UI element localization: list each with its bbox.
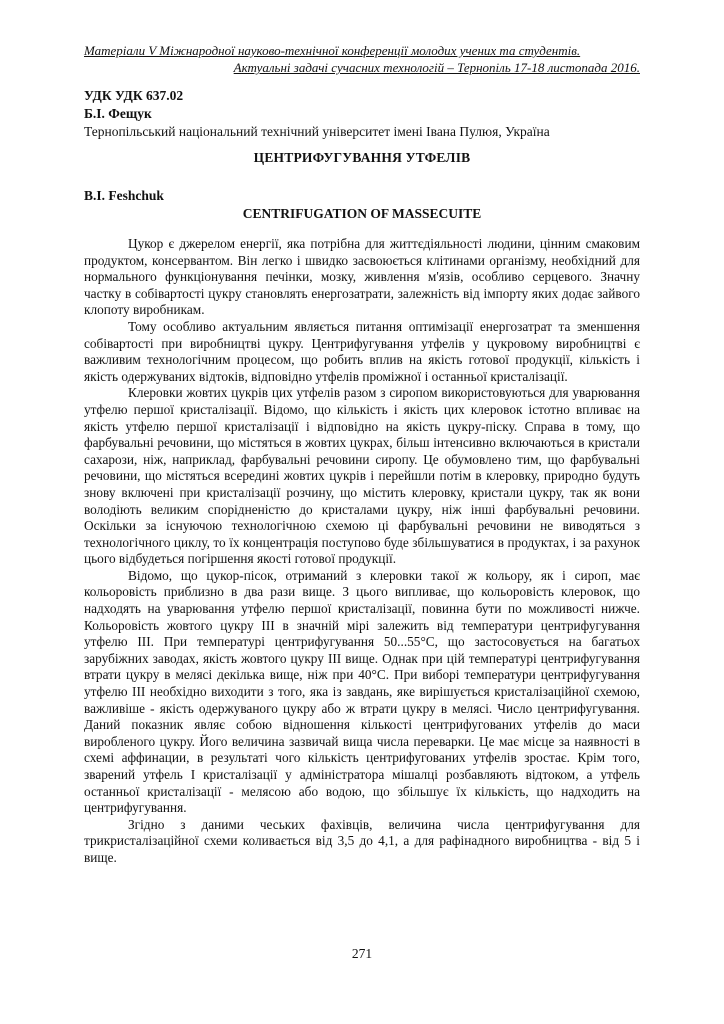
author-ua: Б.І. Фещук bbox=[84, 106, 152, 121]
paragraph-2: Тому особливо актуальним являється питання оптимізації енергозатрат та зменшення собівартості при виробництві цукру. Центрифугування утфелів у цукровому виробництві є важливим технологічним процесом, що робить вплив на якість готової продукції, кількість і якість одержуваних відтоків, відповідно утфелів проміжної і останньої кристалізації. bbox=[84, 318, 640, 384]
udk-code: УДК УДК 637.02 bbox=[84, 88, 184, 103]
paragraph-1: Цукор є джерелом енергії, яка потрібна для життєдіяльності людини, цінним смаковим продуктом, консервантом. Він легко і швидко засвоюється клітинами організму, необхідний для нормального функціонування печінки, мозку, живлення м'язів, особливо серцевого. Значну частку в собівартості цукру становлять енергозатрати, залежність від імпорту яких додає зайвого клопоту виробникам. bbox=[84, 236, 640, 318]
article-meta bbox=[84, 87, 640, 141]
paragraph-4: Відомо, що цукор-пісок, отриманий з клеровки такої ж кольору, як і сироп, має кольоровість приблизно в два рази вище. З цього випливає, що кольоровість клеровок, що надходять на уварювання утфелю першої кристалізації, повинна бути по можливості нижче. Кольоровість жовтого цукру III в значній мірі залежить від температури центрифугування утфелю III. При температурі центрифугування 50...55°С, що застосовується на багатьох зарубіжних заводах, якість жовтого цукру III вище. Однак при цій температурі центрифугування втрати цукру в мелясі декілька вище, ніж при 40°С. При виборі температури центрифугування утфелю III необхідно виходити з того, яка із завдань, яке вирішується кристалізаційної схемою, важливіше - якість одержуваного цукру або ж втрати цукру в мелясі. Число центрифугування. Даний показник являє собою відношення кількості центрифугованих утфелів до маси виробленого цукру. Його величина зазвичай вища числа переварки. Це має місце за наявності в схемі аффинации, в результаті чого кількість центрифугованих утфелів зростає. Крім того, зварений утфель І кристалізації у адміністратора мішалці розбавляють відтоком, а утфель останньої кристалізації - мелясою або водою, що збільшує їх кількість, що надходить на центрифугування. bbox=[84, 567, 640, 816]
running-header bbox=[84, 42, 640, 76]
author-en: B.I. Feshchuk bbox=[84, 188, 164, 203]
paragraph-3: Клеровки жовтих цукрів цих утфелів разом з сиропом використовуються для уварювання утфелю першої кристалізації. Відомо, що кількість і якість цих клеровок істотно впливає на якість утфелю першої кристалізації і відповідно на якість цукру-піску. Справа в тому, що фарбувальні речовини, що містяться в жовтих цукрах, більш інтенсивно включаються в кристали сахарози, ніж, наприклад, фарбувальні речовини сиропу. Це обумовлено тим, що фарбувальні речовини, що містяться всередині жовтих цукрів і перейшли потім в клеровку, природно будуть знову включені при кристалізації розчину, що містить клеровку, кристали цукру, так як вони володіють великим спорідненістю до кристалами цукру, ніж інші фарбувальні речовини. Оскільки за існуючою технологічною схемою ці фарбувальні речовини не виводяться з технологічного циклу, то їх концентрація поступово буде збільшуватися в продуктах, і за рахунок цього відбудеться погіршення якості готової продукції. bbox=[84, 385, 640, 567]
paragraph-5: Згідно з даними чеських фахівців, величина числа центрифугування для трикристалізаційної схеми коливається від 3,5 до 4,1, а для рафінадного виробництва - від 5 і вище. bbox=[84, 816, 640, 865]
affiliation: Тернопільський національний технічний університет імені Івана Пулюя, Україна bbox=[84, 124, 550, 139]
page-number: 271 bbox=[351, 946, 373, 961]
article-body bbox=[84, 236, 640, 867]
article-title-en: CENTRIFUGATION OF MASSECUITE bbox=[242, 206, 482, 221]
header-line-2: Актуальні задачі сучасних технологій – Тернопіль 17-18 листопада 2016. bbox=[233, 60, 640, 75]
article-title-ua: ЦЕНТРИФУГУВАННЯ УТФЕЛІВ bbox=[253, 150, 471, 165]
header-line-1: Матеріали V Міжнародної науково-технічної конференції молодих учених та студентів. bbox=[84, 43, 581, 58]
